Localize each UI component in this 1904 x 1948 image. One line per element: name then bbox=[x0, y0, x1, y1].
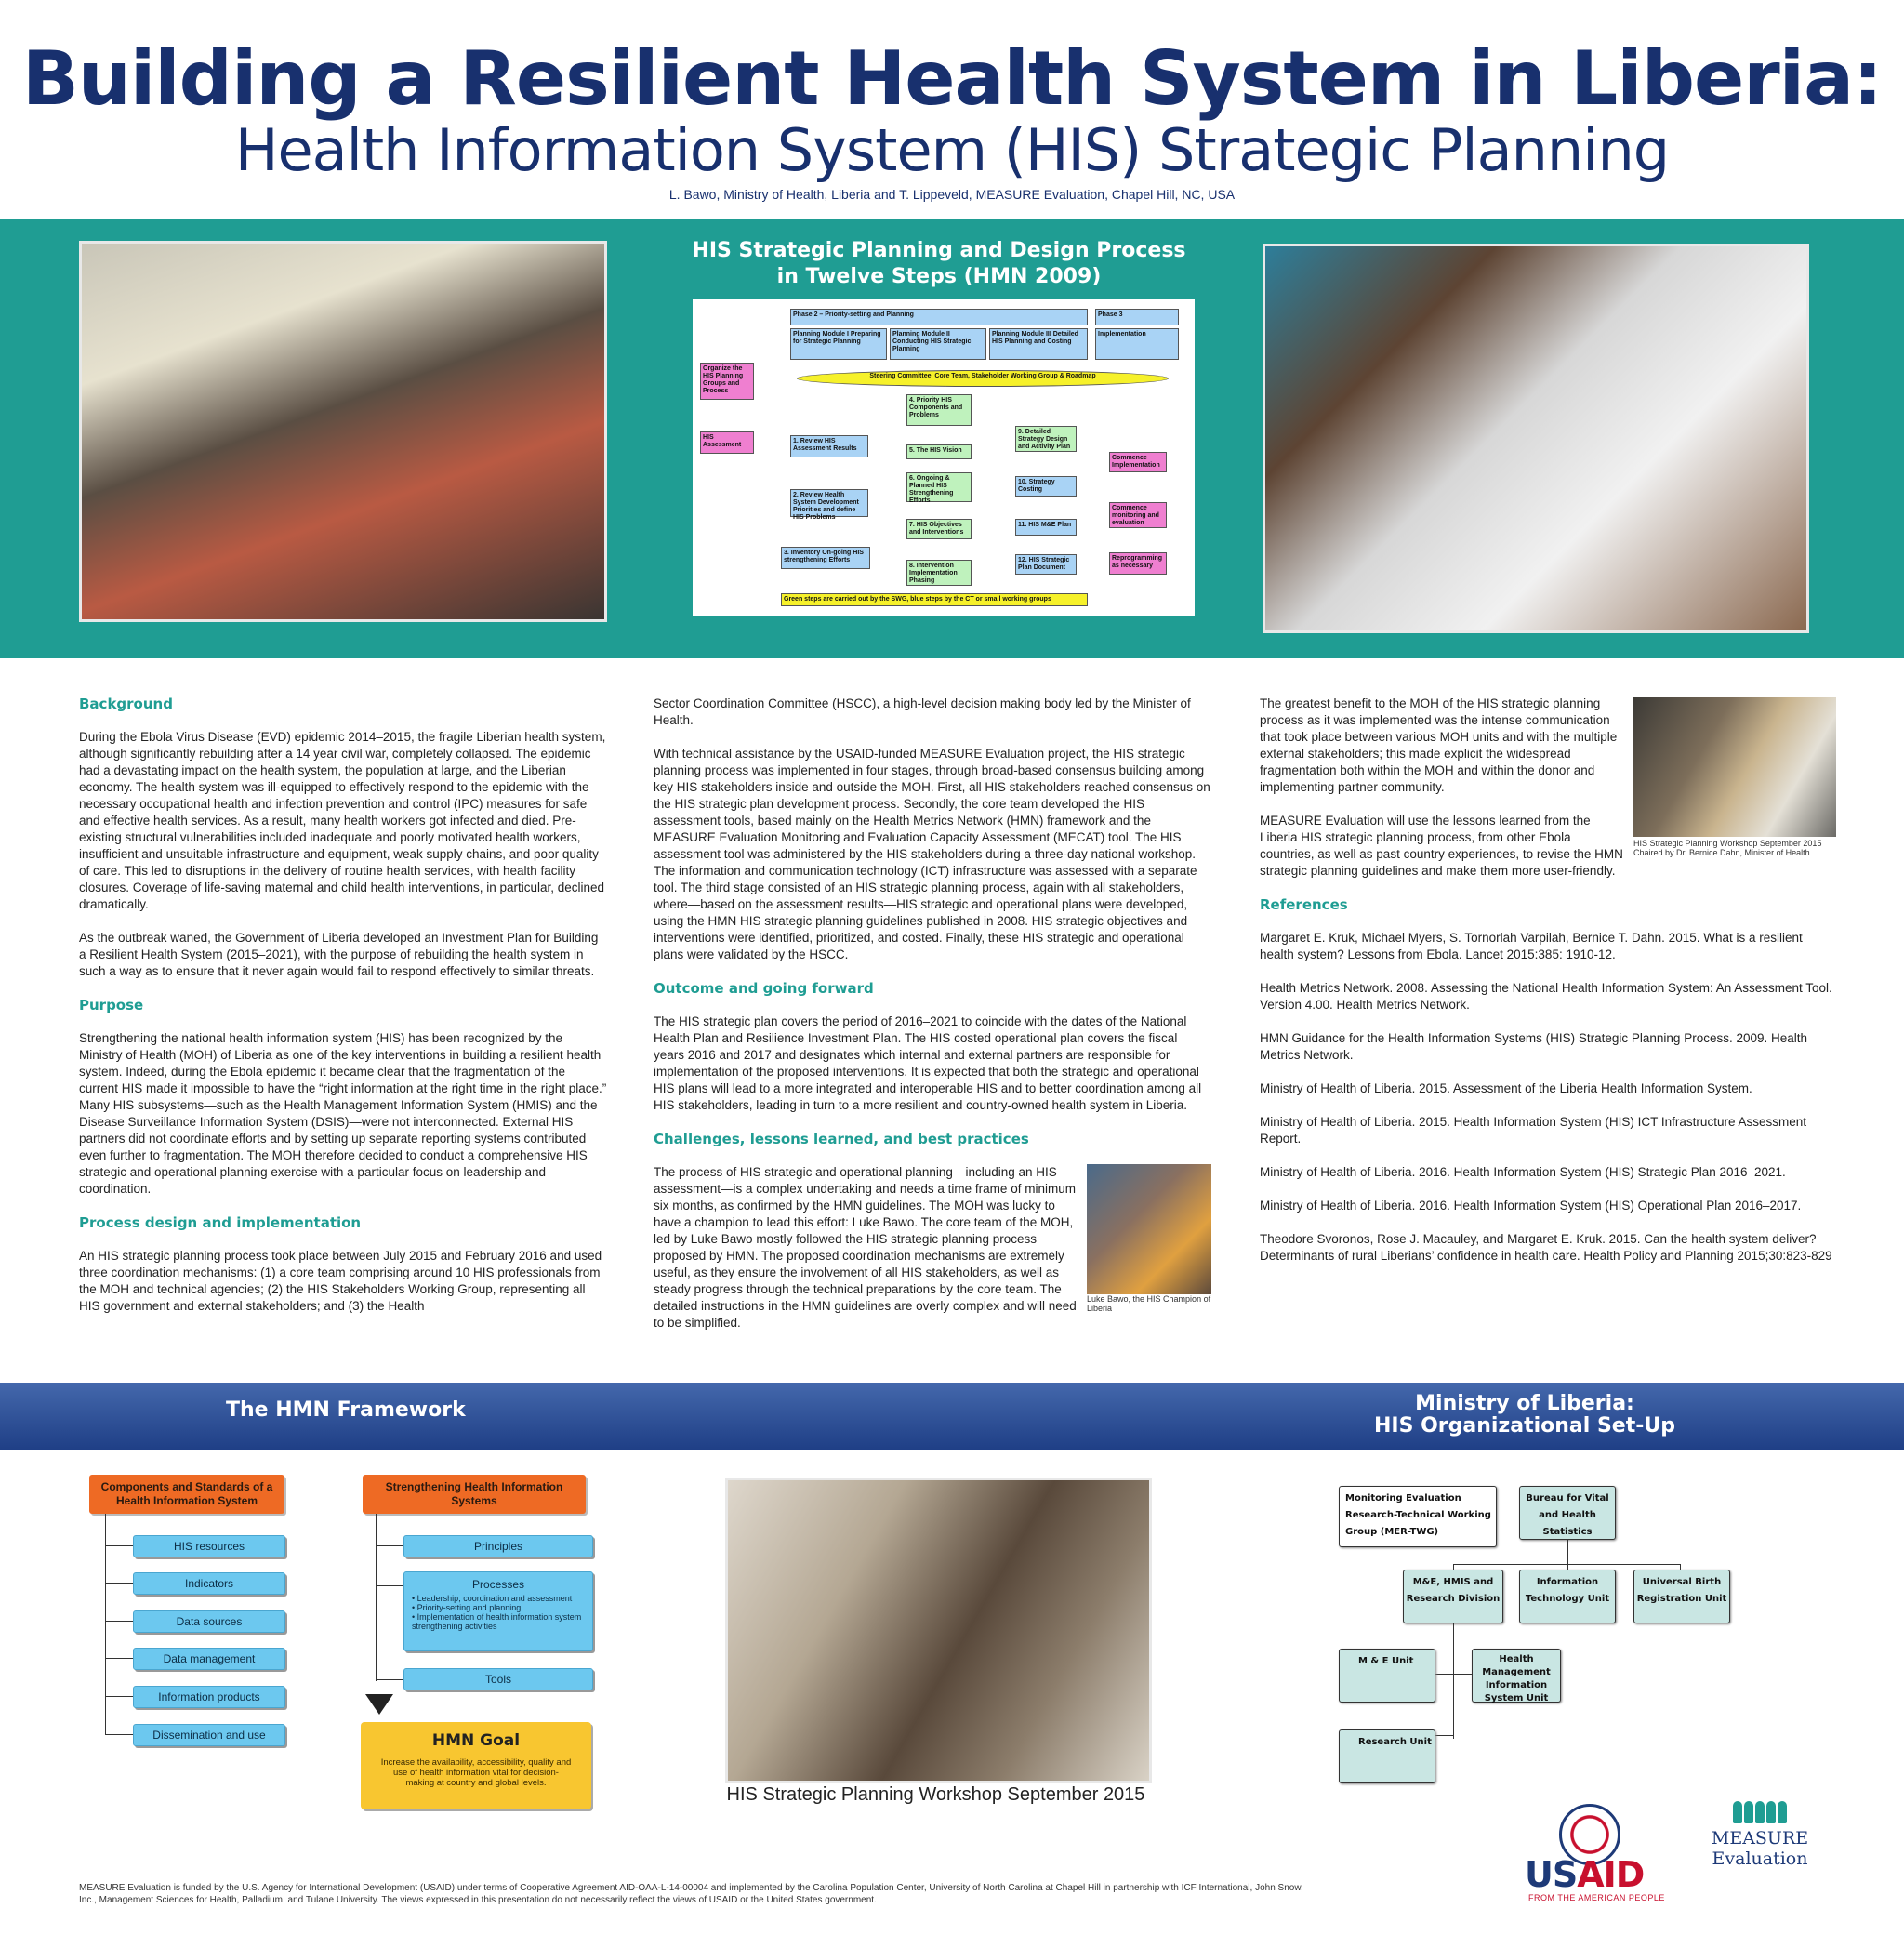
phase2-box: Phase 2 – Priority-setting and Planning bbox=[790, 309, 1088, 325]
process-paragraph: An HIS strategic planning process took place between July 2015 and February 2016 and used three coordination mechanisms: (1) a core team comprising around 10 HIS professionals from the MOH and technical agencies; (2) the HIS Stakeholders Working Group, representing all HIS government and external stakeholders; and (3) the Health bbox=[79, 1249, 602, 1313]
health-worker-records-photo bbox=[1263, 244, 1809, 633]
reference-item: Ministry of Health of Liberia. 2016. Health Information System (HIS) Strategic Plan 2016–2021. bbox=[1260, 1165, 1786, 1179]
references-heading: References bbox=[1260, 896, 1348, 913]
org-setup-title bbox=[1329, 1393, 1720, 1438]
process-bullet-text: Priority-setting and planning bbox=[416, 1603, 522, 1612]
champion-figure bbox=[1087, 1164, 1211, 1313]
person-icon bbox=[1778, 1801, 1787, 1823]
usaid-tagline: FROM THE AMERICAN PEOPLE bbox=[1528, 1893, 1665, 1902]
org-connector bbox=[1435, 1674, 1472, 1675]
people-icon bbox=[1709, 1801, 1811, 1828]
reference-item: Health Metrics Network. 2008. Assessing the National Health Information System: An Assessment Tool. Version 4.00. Health Metrics Network. bbox=[1260, 981, 1832, 1012]
monitoring-box: Commence monitoring and evaluation bbox=[1109, 502, 1167, 528]
process-title bbox=[660, 238, 1218, 290]
ebola-training-photo bbox=[79, 241, 607, 622]
connector-tick bbox=[105, 1583, 133, 1584]
component-information-products: Information products bbox=[133, 1686, 285, 1708]
module1-box: Planning Module I Preparing for Strategic Planning bbox=[790, 328, 887, 360]
process-bullet: • Priority-setting and planning bbox=[412, 1603, 522, 1612]
mer-twg-box: Monitoring Evaluation Research-Technical Working Group (MER-TWG) bbox=[1339, 1486, 1497, 1547]
step2-box: 2. Review Health System Development Priorities and define HIS Problems bbox=[790, 489, 868, 517]
module3-box: Planning Module III Detailed HIS Planning and Costing bbox=[989, 328, 1088, 360]
goal-text: Increase the availability, accessibility, quality and use of health information vital for decision-making at country and global levels. bbox=[380, 1757, 572, 1788]
workshop-photo bbox=[725, 1478, 1152, 1783]
step3-box: 3. Inventory On-going HIS strengthening Efforts bbox=[781, 547, 870, 569]
step5-box: 5. The HIS Vision bbox=[906, 444, 972, 459]
background-paragraph-2: As the outbreak waned, the Government of Liberia developed an Investment Plan for Building a Resilient Health System (2015–2021), with the purpose of rebuilding the health system in such a way as to ensure that it never again would fail to respond effectively to similar threats. bbox=[79, 931, 599, 978]
outcome-heading: Outcome and going forward bbox=[654, 980, 874, 997]
org-connector bbox=[1453, 1623, 1454, 1739]
flowchart-note: Green steps are carried out by the SWG, blue steps by the CT or small working groups bbox=[781, 593, 1088, 606]
reprogram-box: Reprogramming as necessary bbox=[1109, 552, 1167, 575]
commence-box: Commence Implementation bbox=[1109, 452, 1167, 472]
reference-item: Ministry of Health of Liberia. 2015. Health Information System (HIS) ICT Infrastructure Assessment Report. bbox=[1260, 1115, 1806, 1146]
step11-box: 11. HIS M&E Plan bbox=[1015, 519, 1077, 536]
strengthening-header: Strengthening Health Information Systems bbox=[363, 1475, 586, 1514]
it-unit-box: Information Technology Unit bbox=[1519, 1570, 1616, 1623]
connector-tick bbox=[105, 1696, 133, 1697]
person-icon bbox=[1733, 1801, 1742, 1823]
connector-tick bbox=[105, 1621, 133, 1622]
components-connector bbox=[105, 1514, 106, 1735]
reference-item: Ministry of Health of Liberia. 2016. Health Information System (HIS) Operational Plan 2016–2017. bbox=[1260, 1199, 1802, 1213]
background-paragraph-1: During the Ebola Virus Disease (EVD) epidemic 2014–2015, the fragile Liberian health system, although significantly rebuilding after a 14 year civil war, completely collapsed. The epidemic had a devastating impact on the health system, the population at large, and the Liberian economy. The health system was ill-equipped to effectively respond to the epidemic with the necessary occupational health and infection prevention and control (IPC) measures for safe and effective health services. As a result, many health workers got infected and died. Pre-existing structural vulnerabilities included inadequate and poorly motivated health workers, insufficient and unsuitable infrastructure and equipment, weak supply chains, and poor quality of care. This led to disruptions in the delivery of routine health services, with health facility closures. Coverage of life-saving maternal and child health interventions, in particular, declined dramatically. bbox=[79, 730, 606, 911]
workshop-chair-caption: HIS Strategic Planning Workshop September 2015 Chaired by Dr. Bernice Dahn, Minister of Health bbox=[1633, 839, 1822, 857]
poster-subtitle: Health Information System (HIS) Strategic Planning bbox=[234, 116, 1670, 184]
org-title-line1: Ministry of Liberia: bbox=[1415, 1392, 1634, 1415]
purpose-heading: Purpose bbox=[79, 997, 144, 1014]
champion-caption: Luke Bawo, the HIS Champion of Liberia bbox=[1087, 1294, 1211, 1313]
process-bullet-text: Leadership, coordination and assessment bbox=[416, 1594, 573, 1603]
purpose-paragraph: Strengthening the national health information system (HIS) has been recognized by the Ministry of Health (MOH) of Liberia as one of the key interventions in building a resilient health system. Indeed, during the Ebola epidemic it became clear that the fragmentation of the current HIS made it impossible to have the “right information at the right time in the right place.” Many HIS subsystems—such as the Health Management Information System (HMIS) and the Disease Surveillance Information System (DSIS)—were not interconnected. External HIS partners did not coordinate efforts and by setting up separate reporting systems contributed even further to fragmentation. The MOH therefore decided to conduct a comprehensive HIS strategic and operational planning exercise with a particular focus on leadership and coordination. bbox=[79, 1031, 607, 1196]
org-connector bbox=[1453, 1564, 1680, 1565]
components-header: Components and Standards of a Health Information System bbox=[89, 1475, 284, 1514]
implementation-box: Implementation bbox=[1095, 328, 1179, 360]
step4-box: 4. Priority HIS Components and Problems bbox=[906, 394, 972, 426]
background-heading: Background bbox=[79, 696, 173, 712]
process-bullet-text: Implementation of health information system strengthening activities bbox=[412, 1612, 582, 1631]
champion-photo bbox=[1087, 1164, 1211, 1294]
processes-label: Processes bbox=[471, 1578, 525, 1591]
person-icon bbox=[1744, 1801, 1753, 1823]
step12-box: 12. HIS Strategic Plan Document bbox=[1015, 554, 1077, 575]
component-indicators: Indicators bbox=[133, 1572, 285, 1595]
benefit-paragraph: The greatest benefit to the MOH of the HIS strategic planning process as it was implemented was the intense communication that took place between various MOH units and with the multiple external stakeholders; this made explicit the widespread fragmentation both within the MOH and within the donor and implementing partner community. bbox=[1260, 696, 1618, 794]
column-right bbox=[1260, 696, 1836, 1281]
evaluation-word: Evaluation bbox=[1712, 1849, 1808, 1869]
connector-tick bbox=[105, 1734, 133, 1735]
outcome-paragraph: The HIS strategic plan covers the period of 2016–2021 to coincide with the dates of the National Health Plan and Resilience Investment Plan. The HIS costed operational plan covers the fiscal years 2016 and 2017 and designates which internal and external partners are responsible for implementation of the proposed interventions. It is expected that both the strategic and operational HIS plans will lead to a more integrated and interoperable HIS and to better coordination among all HIS stakeholders, leading in turn to a more resilient and country-owned health system in Liberia. bbox=[654, 1014, 1202, 1112]
principles-box: Principles bbox=[403, 1535, 593, 1557]
funding-disclaimer: MEASURE Evaluation is funded by the U.S. Agency for International Development (USAID) under terms of Cooperative Agreement AID-OAA-L-14-00004 and implemented by the Carolina Population Center, University of North Carolina at Chapel Hill in partnership with ICF International, John Snow, Inc., Management Sciences for Health, Palladium, and Tulane University. The views expressed in this presentation do not necessarily reflect the views of USAID or the United States government. bbox=[79, 1883, 1303, 1905]
challenges-paragraph: The process of HIS strategic and operational planning—including an HIS assessment—is a complex undertaking and needs a time frame of minimum six months, as confirmed by the HMN guidelines. The MOH was lucky to have a champion to lead this effort: Luke Bawo. The core team of the MOH, led by Luke Bawo mostly followed the HIS strategic planning process proposed by HMN. The proposed coordination mechanisms are extremely useful, as they ensure the involvement of all HIS stakeholders, as well as steady progress through the technical preparations by the core team. The detailed instructions in the HMN guidelines are overly complex and will need to be simplified. bbox=[654, 1165, 1077, 1330]
processes-box bbox=[403, 1571, 593, 1651]
authors-line: L. Bawo, Ministry of Health, Liberia and T. Lippeveld, MEASURE Evaluation, Chapel Hill, NC, USA bbox=[668, 187, 1236, 202]
org-connector bbox=[1435, 1735, 1453, 1736]
tools-box: Tools bbox=[403, 1668, 593, 1690]
measure-wordmark bbox=[1709, 1828, 1811, 1869]
reference-item: HMN Guidance for the Health Information Systems (HIS) Strategic Planning Process. 2009. Health Metrics Network. bbox=[1260, 1031, 1808, 1062]
reference-item: Margaret E. Kruk, Michael Myers, S. Tornorlah Varpilah, Bernice T. Dahn. 2015. What is a resilient health system? Lessons from Ebola. Lancet 2015:385: 1910-12. bbox=[1260, 931, 1803, 961]
hmn-goal-box bbox=[361, 1722, 591, 1809]
assessment-box: HIS Assessment bbox=[700, 431, 754, 454]
module2-box: Planning Module II Conducting HIS Strategic Planning bbox=[890, 328, 986, 360]
process-title-line1: HIS Strategic Planning and Design Process bbox=[692, 239, 1186, 262]
connector-tick bbox=[105, 1545, 133, 1546]
steering-ellipse: Steering Committee, Core Team, Stakeholder Working Group & Roadmap bbox=[797, 370, 1169, 387]
down-arrow-icon bbox=[365, 1694, 393, 1715]
hscc-paragraph: Sector Coordination Committee (HSCC), a high-level decision making body led by the Minister of Health. bbox=[654, 696, 1191, 727]
connector-tick bbox=[376, 1679, 403, 1680]
process-heading: Process design and implementation bbox=[79, 1214, 362, 1231]
hmis-unit-box: Health Management Information System Unit bbox=[1472, 1649, 1561, 1703]
org-connector bbox=[1567, 1540, 1568, 1564]
column-left bbox=[79, 696, 607, 1332]
usaid-logo bbox=[1525, 1854, 1644, 1895]
lessons-paragraph: MEASURE Evaluation will use the lessons learned from the Liberia HIS strategic planning process, from other Ebola countries, as well as past country experiences, to revise the HMN strategic planning guidelines and make them more user-friendly. bbox=[1260, 814, 1623, 878]
step10-box: 10. Strategy Costing bbox=[1015, 476, 1077, 497]
component-data-management: Data management bbox=[133, 1648, 285, 1670]
step1-box: 1. Review HIS Assessment Results bbox=[790, 435, 868, 457]
connector-tick bbox=[105, 1658, 133, 1659]
measure-evaluation-logo bbox=[1709, 1801, 1811, 1869]
workshop-chair-photo bbox=[1633, 697, 1836, 837]
connector-tick bbox=[376, 1545, 403, 1546]
usaid-logo-aid: AID bbox=[1577, 1854, 1645, 1895]
person-icon bbox=[1766, 1801, 1776, 1823]
step9-box: 9. Detailed Strategy Design and Activity Plan bbox=[1015, 426, 1077, 452]
poster-title: Building a Resilient Health System in Liberia: bbox=[21, 35, 1883, 122]
me-unit-box: M & E Unit bbox=[1339, 1649, 1435, 1703]
hmn-framework-title: The HMN Framework bbox=[226, 1398, 466, 1422]
organize-box: Organize the HIS Planning Groups and Process bbox=[700, 363, 754, 400]
process-title-line2: in Twelve Steps (HMN 2009) bbox=[776, 265, 1102, 288]
bureau-box: Bureau for Vital and Health Statistics bbox=[1519, 1486, 1616, 1540]
assistance-paragraph: With technical assistance by the USAID-funded MEASURE Evaluation project, the HIS strategic planning process was implemented in four stages, through broad-based consensus building among key HIS stakeholders inside and outside the MOH. First, all HIS stakeholders reached consensus on the HIS strategic plan development process. Secondly, the core team developed the HIS assessment tools, based mainly on the Health Metrics Network (HMN) framework and the MEASURE Evaluation Monitoring and Evaluation Capacity Assessment (MECAT) tool. The HIS assessment tool was administered by the HIS stakeholders during a three-day national workshop. The information and communication technology (ICT) infrastructure was assessed with a separate tool. The third stage consisted of an HIS strategic planning process, again with all stakeholders, where—based on the assessment results—HIS strategic and operational plans were developed, using the HMN HIS strategic planning guidelines published in 2008. HIS strategic objectives and interventions were identified, prioritized, and costed. Finally, these HIS strategic and operational plans were validated by the HSCC. bbox=[654, 747, 1210, 961]
reference-item: Theodore Svoronos, Rose J. Macauley, and Margaret E. Kruk. 2015. Can the health system deliver? Determinants of rural Liberians’ confidence in health care. Health Policy and Planning 2015;30:823-829 bbox=[1260, 1232, 1832, 1263]
birth-registration-box: Universal Birth Registration Unit bbox=[1633, 1570, 1730, 1623]
phase3-box: Phase 3 bbox=[1095, 309, 1179, 325]
me-hmis-division-box: M&E, HMIS and Research Division bbox=[1403, 1570, 1503, 1623]
component-dissemination-use: Dissemination and use bbox=[133, 1724, 285, 1746]
research-unit-box: Research Unit bbox=[1339, 1729, 1435, 1783]
component-data-sources: Data sources bbox=[133, 1610, 285, 1633]
usaid-logo-us: US bbox=[1525, 1854, 1578, 1895]
step8-box: 8. Intervention Implementation Phasing bbox=[906, 560, 972, 586]
org-title-line2: HIS Organizational Set-Up bbox=[1373, 1414, 1675, 1438]
connector-tick bbox=[376, 1585, 403, 1586]
step6-box: 6. Ongoing & Planned HIS Strengthening Efforts bbox=[906, 472, 972, 502]
step7-box: 7. HIS Objectives and Interventions bbox=[906, 519, 972, 539]
workshop-chair-figure bbox=[1633, 697, 1836, 857]
process-bullet: • Implementation of health information system strengthening activities bbox=[412, 1612, 582, 1631]
column-middle bbox=[654, 696, 1211, 1348]
workshop-caption: HIS Strategic Planning Workshop September 2015 bbox=[726, 1784, 1145, 1805]
measure-word: MEASURE bbox=[1711, 1828, 1809, 1849]
reference-item: Ministry of Health of Liberia. 2015. Assessment of the Liberia Health Information System. bbox=[1260, 1081, 1752, 1095]
component-his-resources: HIS resources bbox=[133, 1535, 285, 1557]
goal-title: HMN Goal bbox=[431, 1731, 521, 1750]
twelve-steps-flowchart bbox=[693, 299, 1195, 616]
challenges-heading: Challenges, lessons learned, and best practices bbox=[654, 1131, 1029, 1147]
person-icon bbox=[1755, 1801, 1765, 1823]
process-bullet: • Leadership, coordination and assessment bbox=[412, 1594, 573, 1603]
strengthening-connector bbox=[376, 1514, 377, 1681]
